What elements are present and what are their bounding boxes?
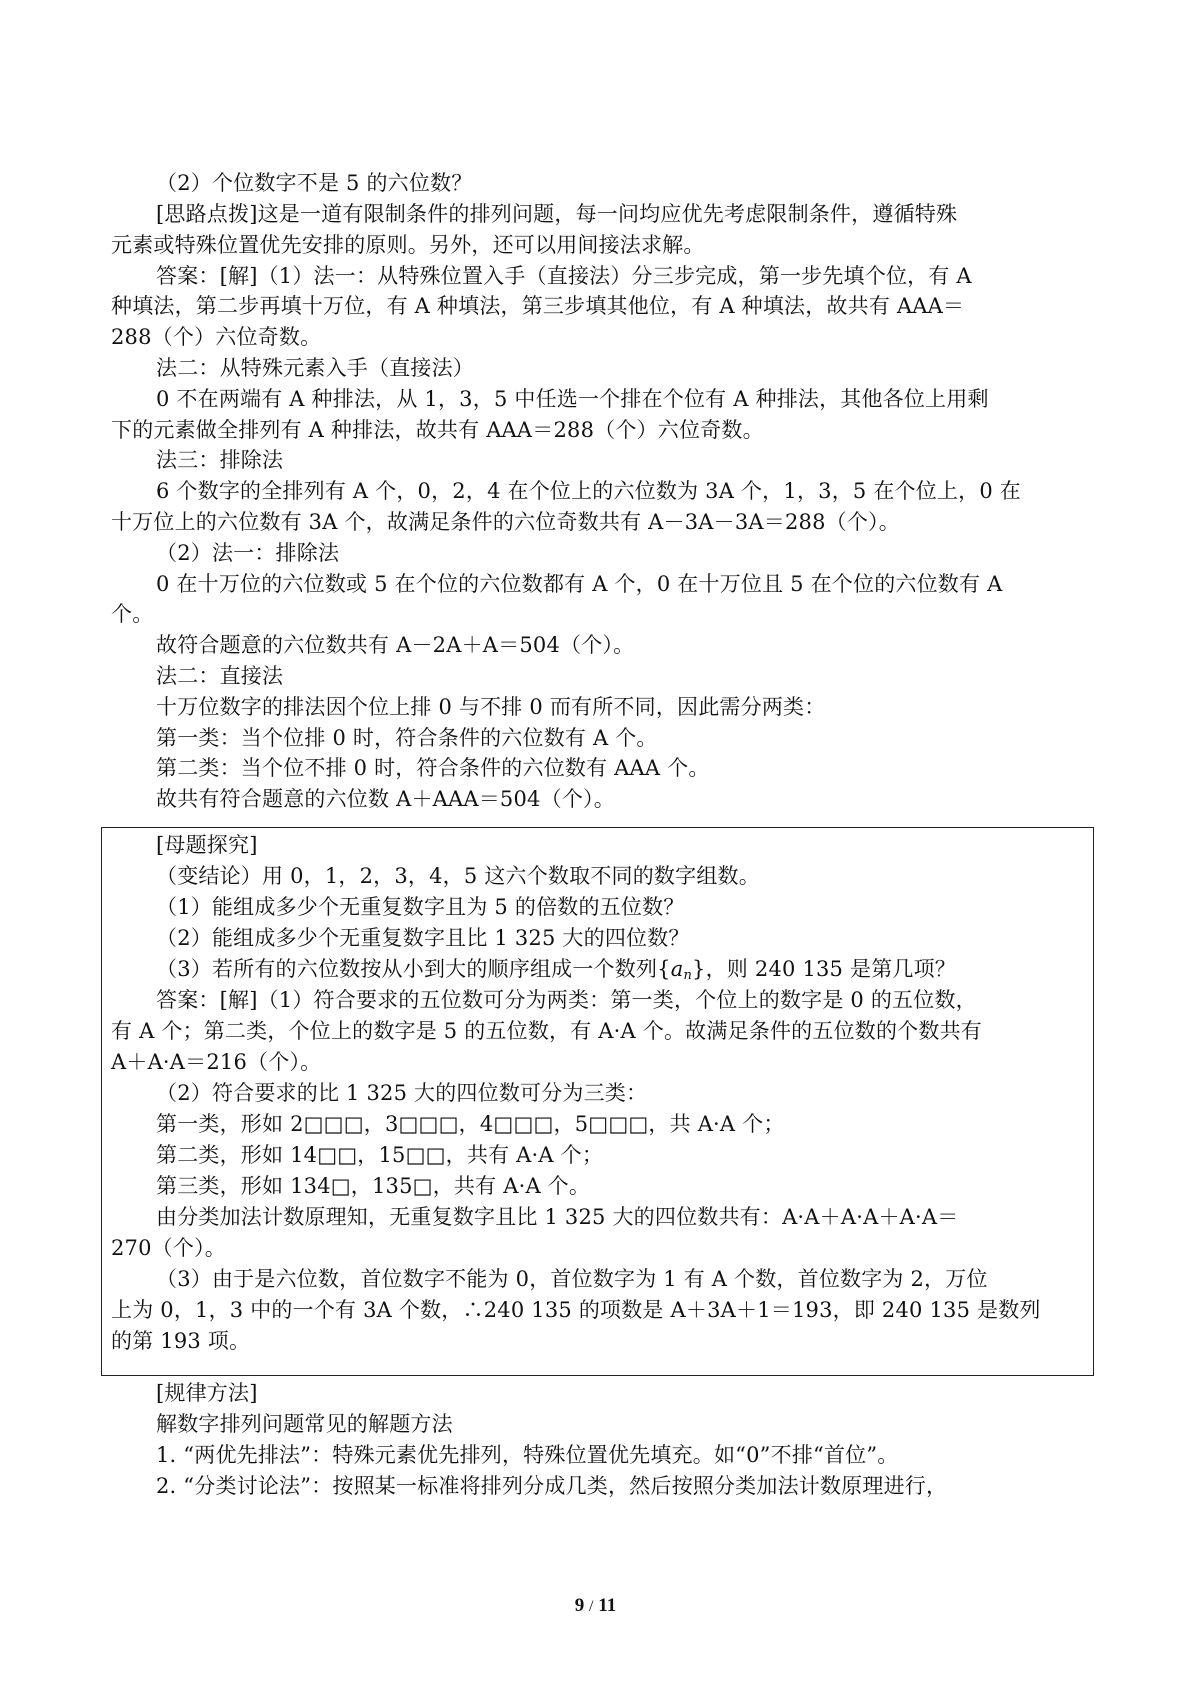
- text-line: [156, 199, 957, 229]
- text-line: [156, 1109, 785, 1139]
- line-text: 2. “分类讨论法”：按照某一标准将排列分成几类，然后按照分类加法计数原理进行，: [156, 1474, 948, 1498]
- text-line: [156, 1171, 590, 1201]
- text-line: [156, 569, 1002, 599]
- text-line: [156, 753, 710, 783]
- text-line: [111, 1016, 982, 1046]
- text-line: [156, 168, 472, 198]
- text-line: [156, 1264, 988, 1294]
- line-text: 第三类，形如 134□，135□，共有 A·A 个。: [156, 1174, 591, 1198]
- line-text: A＋A·A＝216（个）。: [111, 1050, 322, 1074]
- text-line: [111, 230, 705, 260]
- line-text: （2）法一：排除法: [156, 541, 340, 565]
- text-line: [156, 985, 977, 1015]
- line-text: 6 个数字的全排列有 A 个，0，2，4 在个位上的六位数为 3A 个，1，3，5 在个位上，0 在: [156, 479, 1021, 503]
- line-text: 答案：[解]（1）法一：从特殊位置入手（直接法）分三步完成，第一步先填个位，有 A: [156, 264, 972, 288]
- text-line: [111, 599, 153, 629]
- line-text-continued: }，则 240 135 是第几项？: [692, 957, 956, 981]
- text-line: [156, 1202, 959, 1232]
- line-text: 的第 193 项。: [111, 1329, 251, 1353]
- line-text: 288（个）六位奇数。: [111, 325, 322, 349]
- text-line: [156, 1409, 453, 1439]
- text-line: [156, 261, 972, 291]
- text-line: [156, 923, 690, 953]
- line-text: （3）若所有的六位数按从小到大的顺序组成一个数列{: [156, 957, 671, 981]
- text-line: [156, 830, 258, 860]
- line-text: 十万位上的六位数有 3A 个，故满足条件的六位奇数共有 A－3A－3A＝288（个）。: [111, 510, 900, 534]
- text-line: [156, 476, 1021, 506]
- text-line: [156, 692, 825, 722]
- line-text: 法二：直接法: [156, 664, 284, 688]
- text-line: [156, 630, 634, 660]
- text-line: [156, 661, 283, 691]
- line-text: 第一类：当个位排 0 时，符合条件的六位数有 A 个。: [156, 726, 658, 750]
- line-text: 法二：从特殊元素入手（直接法）: [156, 356, 474, 380]
- line-text: 270（个）。: [111, 1236, 226, 1260]
- line-text: 解数字排列问题常见的解题方法: [156, 1412, 453, 1436]
- text-line: [156, 723, 658, 753]
- line-text: 个。: [111, 602, 154, 626]
- line-text: [母题探究]: [156, 833, 258, 857]
- text-line: [156, 784, 615, 814]
- text-line: [111, 1047, 321, 1077]
- line-text: 上为 0，1，3 中的一个有 3A 个数，∴240 135 的项数是 A＋3A＋1＝193，即 240 135 是数列: [111, 1298, 1041, 1322]
- line-text: （2）个位数字不是 5 的六位数？: [156, 171, 473, 195]
- text-line: [111, 1233, 226, 1263]
- text-line: [111, 1295, 1041, 1325]
- text-line: [156, 861, 760, 891]
- text-line: [156, 1440, 899, 1470]
- text-line: [156, 384, 989, 414]
- text-line: [111, 507, 900, 537]
- text-line: [111, 291, 964, 321]
- line-text: 十万位数字的排法因个位上排 0 与不排 0 而有所不同，因此需分两类：: [156, 695, 826, 719]
- line-text: 有 A 个；第二类，个位上的数字是 5 的五位数，有 A·A 个。故满足条件的五位数的个数共有: [111, 1019, 982, 1043]
- text-line: [156, 1078, 647, 1108]
- line-text: 答案：[解]（1）符合要求的五位数可分为两类：第一类，个位上的数字是 0 的五位数，: [156, 988, 977, 1012]
- line-text: 第一类，形如 2□□□，3□□□，4□□□，5□□□，共 A·A 个；: [156, 1112, 785, 1136]
- line-text: 0 在十万位的六位数或 5 在个位的六位数都有 A 个，0 在十万位且 5 在个位的六位数有 A: [156, 572, 1003, 596]
- current-page: 9: [574, 1595, 585, 1616]
- line-text: （2）能组成多少个无重复数字且比 1 325 大的四位数？: [156, 926, 690, 950]
- text-line: [111, 415, 764, 445]
- line-text: 法三：排除法: [156, 448, 284, 472]
- text-line: [156, 1378, 258, 1408]
- line-text: 由分类加法计数原理知，无重复数字且比 1 325 大的四位数共有：A·A＋A·A＋A·A＝: [156, 1205, 959, 1229]
- line-text: 第二类，形如 14□□，15□□，共有 A·A 个；: [156, 1143, 604, 1167]
- line-text: [规律方法]: [156, 1381, 258, 1405]
- line-text: （1）能组成多少个无重复数字且为 5 的倍数的五位数？: [156, 895, 685, 919]
- text-line: [156, 445, 283, 475]
- line-text: 故共有符合题意的六位数 A＋AAA＝504（个）。: [156, 787, 615, 811]
- line-text: （3）由于是六位数，首位数字不能为 0，首位数字为 1 有 A 个数，首位数字为 2，万位: [156, 1267, 988, 1291]
- page-separator: /: [589, 1598, 594, 1615]
- line-text: 下的元素做全排列有 A 种排法，故共有 AAA＝288（个）六位奇数。: [111, 418, 764, 442]
- line-text: [思路点拨]这是一道有限制条件的排列问题，每一问均应优先考虑限制条件，遵循特殊: [156, 202, 958, 226]
- page-number: [0, 1595, 1191, 1617]
- text-line: [156, 538, 339, 568]
- line-text: 种填法，第二步再填十万位，有 A 种填法，第三步填其他位，有 A 种填法，故共有 AAA＝: [111, 294, 965, 318]
- text-line: [156, 353, 474, 383]
- sequence-letter: a: [670, 957, 684, 981]
- text-line: [111, 322, 321, 352]
- line-text: 0 不在两端有 A 种排法，从 1，3，5 中任选一个排在个位有 A 种排法，其他各位上用剩: [156, 387, 989, 411]
- line-text: （2）符合要求的比 1 325 大的四位数可分为三类：: [156, 1081, 648, 1105]
- line-text: 故符合题意的六位数共有 A－2A＋A＝504（个）。: [156, 633, 635, 657]
- sequence-subscript: n: [683, 968, 693, 983]
- line-text: 1. “两优先排法”：特殊元素优先排列，特殊位置优先填充。如“0”不排“首位”。: [156, 1443, 899, 1467]
- line-text: （变结论）用 0，1，2，3，4，5 这六个数取不同的数字组数。: [156, 864, 760, 888]
- text-line: [156, 892, 684, 922]
- text-line: [156, 1471, 947, 1501]
- line-text: 元素或特殊位置优先安排的原则。另外，还可以用间接法求解。: [111, 233, 705, 257]
- text-line: [156, 1140, 603, 1170]
- line-text: 第二类：当个位不排 0 时，符合条件的六位数有 AAA 个。: [156, 756, 710, 780]
- text-line: [111, 1326, 250, 1356]
- total-pages: 11: [598, 1595, 617, 1616]
